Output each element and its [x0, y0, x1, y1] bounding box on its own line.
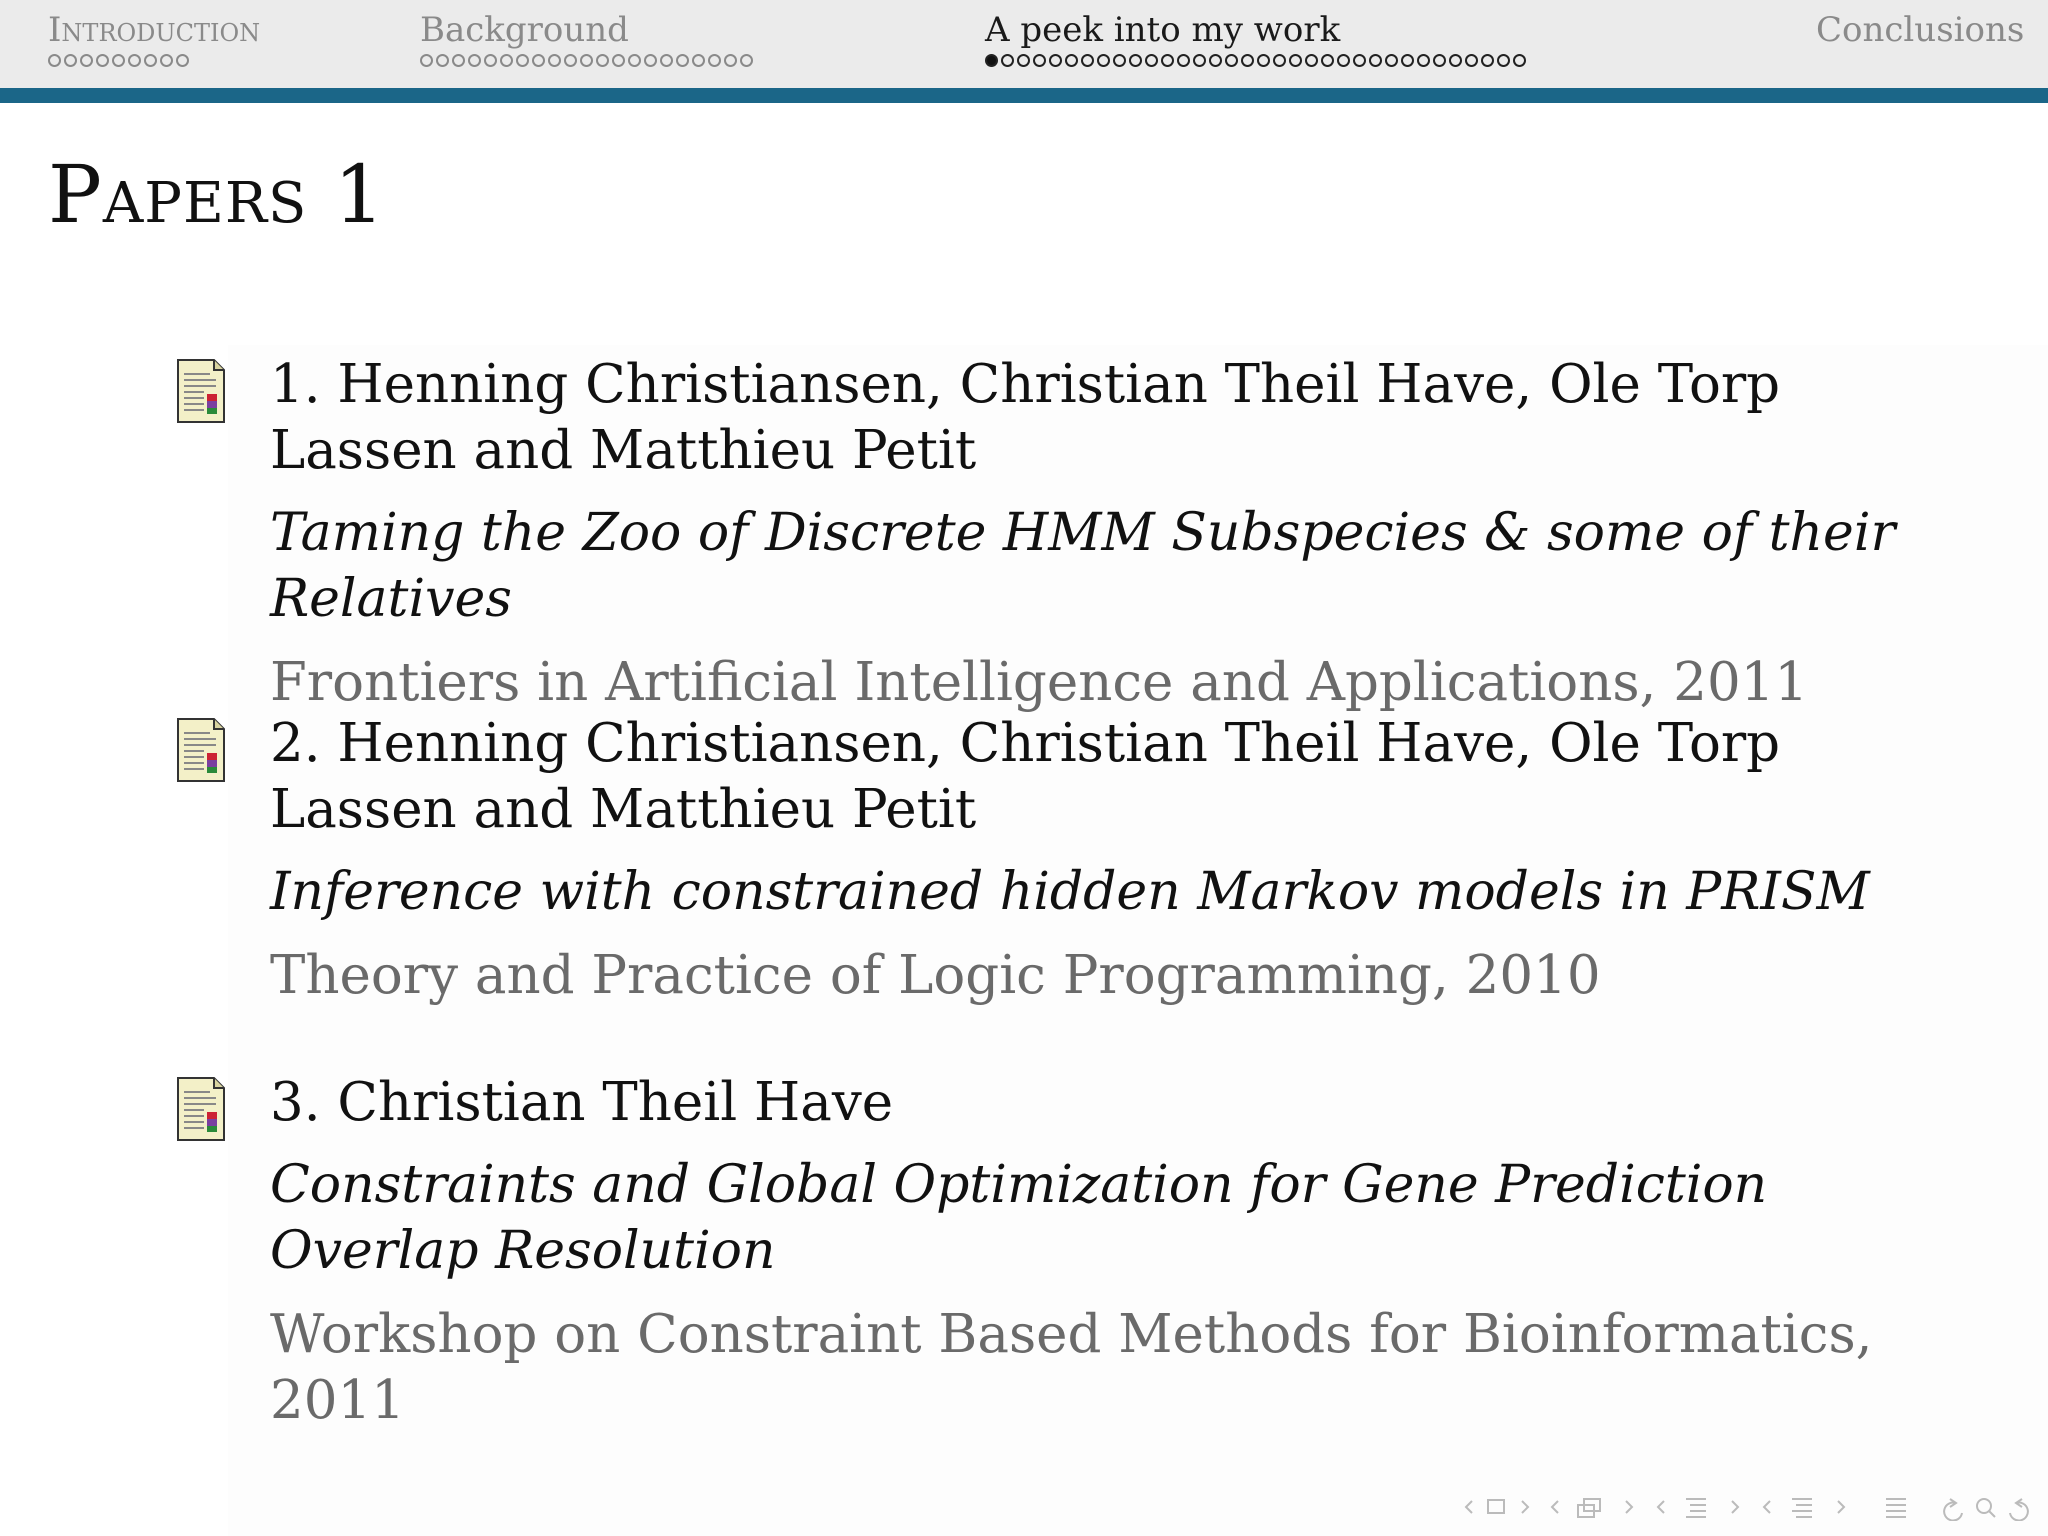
frame-dot[interactable]	[580, 54, 593, 67]
frame-dot[interactable]	[1289, 54, 1302, 67]
frame-dot[interactable]	[1497, 54, 1510, 67]
frame-dot[interactable]	[724, 54, 737, 67]
document-icon	[176, 358, 226, 424]
frame-dot[interactable]	[96, 54, 109, 67]
paper-venue: Workshop on Constraint Based Methods for Bioinformatics, 2011	[270, 1304, 1873, 1431]
frame-dot[interactable]	[985, 54, 998, 67]
frame-dot[interactable]	[676, 54, 689, 67]
appendix-icon[interactable]	[1866, 1493, 1926, 1521]
frame-dot[interactable]	[500, 54, 513, 67]
frame-nav-icon[interactable]	[1548, 1493, 1648, 1521]
paper-title: Inference with constrained hidden Markov models in PRISM	[270, 862, 1870, 922]
subsection-nav-icon[interactable]	[1654, 1493, 1754, 1521]
nav-section-title[interactable]: Conclusions	[1816, 10, 2025, 50]
frame-dot[interactable]	[1369, 54, 1382, 67]
frame-dot[interactable]	[1193, 54, 1206, 67]
nav-section-background[interactable]	[420, 10, 756, 76]
document-icon	[176, 1076, 226, 1142]
frame-dot[interactable]	[1321, 54, 1334, 67]
frame-dot[interactable]	[1433, 54, 1446, 67]
header-rule	[0, 88, 2048, 103]
frame-dot[interactable]	[1049, 54, 1062, 67]
frame-dot[interactable]	[1161, 54, 1174, 67]
frame-dot[interactable]	[484, 54, 497, 67]
frame-dot[interactable]	[1465, 54, 1478, 67]
nav-dots	[48, 54, 260, 76]
frame-dot[interactable]	[176, 54, 189, 67]
frame-dot[interactable]	[160, 54, 173, 67]
frame-dot[interactable]	[420, 54, 433, 67]
nav-section-title[interactable]: Background	[420, 10, 629, 50]
paper-authors: 2. Henning Christiansen, Christian Theil Have, Ole Torp Lassen and Matthieu Petit	[270, 713, 1781, 840]
paper-title: Taming the Zoo of Discrete HMM Subspecies & some of their Relatives	[270, 503, 1896, 629]
nav-section-a-peek-into-my-work[interactable]	[985, 10, 1529, 76]
frame-dot[interactable]	[48, 54, 61, 67]
nav-dots	[985, 54, 1529, 76]
frame-dot[interactable]	[612, 54, 625, 67]
frame-title: Papers 1	[48, 148, 386, 241]
frame-dot[interactable]	[1385, 54, 1398, 67]
frame-dot[interactable]	[644, 54, 657, 67]
frame-dot[interactable]	[1129, 54, 1142, 67]
frame-dot[interactable]	[1209, 54, 1222, 67]
nav-section-introduction[interactable]	[48, 10, 260, 76]
header-navigation	[0, 0, 2048, 88]
frame-dot[interactable]	[564, 54, 577, 67]
frame-dot[interactable]	[740, 54, 753, 67]
paper-venue: Theory and Practice of Logic Programming, 2010	[270, 945, 1601, 1006]
frame-dot[interactable]	[708, 54, 721, 67]
frame-dot[interactable]	[516, 54, 529, 67]
paper-title: Constraints and Global Optimization for Gene Prediction Overlap Resolution	[270, 1155, 1768, 1281]
document-icon	[176, 717, 226, 783]
frame-dot[interactable]	[692, 54, 705, 67]
frame-dot[interactable]	[1481, 54, 1494, 67]
frame-dot[interactable]	[1001, 54, 1014, 67]
nav-section-title[interactable]: Introduction	[48, 10, 261, 50]
slide-nav-icon[interactable]	[1462, 1493, 1542, 1521]
frame-dot[interactable]	[1113, 54, 1126, 67]
frame-dot[interactable]	[1225, 54, 1238, 67]
paper-authors: 1. Henning Christiansen, Christian Theil Have, Ole Torp Lassen and Matthieu Petit	[270, 354, 1781, 481]
frame-dot[interactable]	[1177, 54, 1190, 67]
frame-dot[interactable]	[1337, 54, 1350, 67]
beamer-navigation-symbols	[1462, 1492, 2032, 1522]
paper-authors: 3. Christian Theil Have	[270, 1072, 894, 1133]
frame-dot[interactable]	[1145, 54, 1158, 67]
section-nav-icon[interactable]	[1760, 1493, 1860, 1521]
frame-dot[interactable]	[1097, 54, 1110, 67]
nav-section-conclusions[interactable]	[1816, 10, 2024, 50]
frame-dot[interactable]	[532, 54, 545, 67]
frame-dot[interactable]	[1273, 54, 1286, 67]
frame-dot[interactable]	[128, 54, 141, 67]
frame-dot[interactable]	[660, 54, 673, 67]
frame-dot[interactable]	[1353, 54, 1366, 67]
frame-dot[interactable]	[144, 54, 157, 67]
frame-dot[interactable]	[1065, 54, 1078, 67]
frame-dot[interactable]	[1081, 54, 1094, 67]
frame-dot[interactable]	[1257, 54, 1270, 67]
frame-dot[interactable]	[1513, 54, 1526, 67]
frame-dot[interactable]	[628, 54, 641, 67]
frame-dot[interactable]	[548, 54, 561, 67]
frame-dot[interactable]	[1033, 54, 1046, 67]
frame-dot[interactable]	[468, 54, 481, 67]
nav-dots	[420, 54, 756, 76]
frame-dot[interactable]	[1241, 54, 1254, 67]
nav-section-title[interactable]: A peek into my work	[985, 10, 1341, 50]
frame-dot[interactable]	[1417, 54, 1430, 67]
frame-dot[interactable]	[80, 54, 93, 67]
frame-dot[interactable]	[452, 54, 465, 67]
back-forward-search-icon[interactable]	[1932, 1493, 2032, 1521]
frame-dot[interactable]	[112, 54, 125, 67]
frame-dot[interactable]	[1017, 54, 1030, 67]
frame-dot[interactable]	[436, 54, 449, 67]
frame-dot[interactable]	[1449, 54, 1462, 67]
frame-dot[interactable]	[64, 54, 77, 67]
frame-dot[interactable]	[596, 54, 609, 67]
frame-dot[interactable]	[1401, 54, 1414, 67]
paper-venue: Frontiers in Artificial Intelligence and Applications, 2011	[270, 652, 1809, 713]
frame-dot[interactable]	[1305, 54, 1318, 67]
